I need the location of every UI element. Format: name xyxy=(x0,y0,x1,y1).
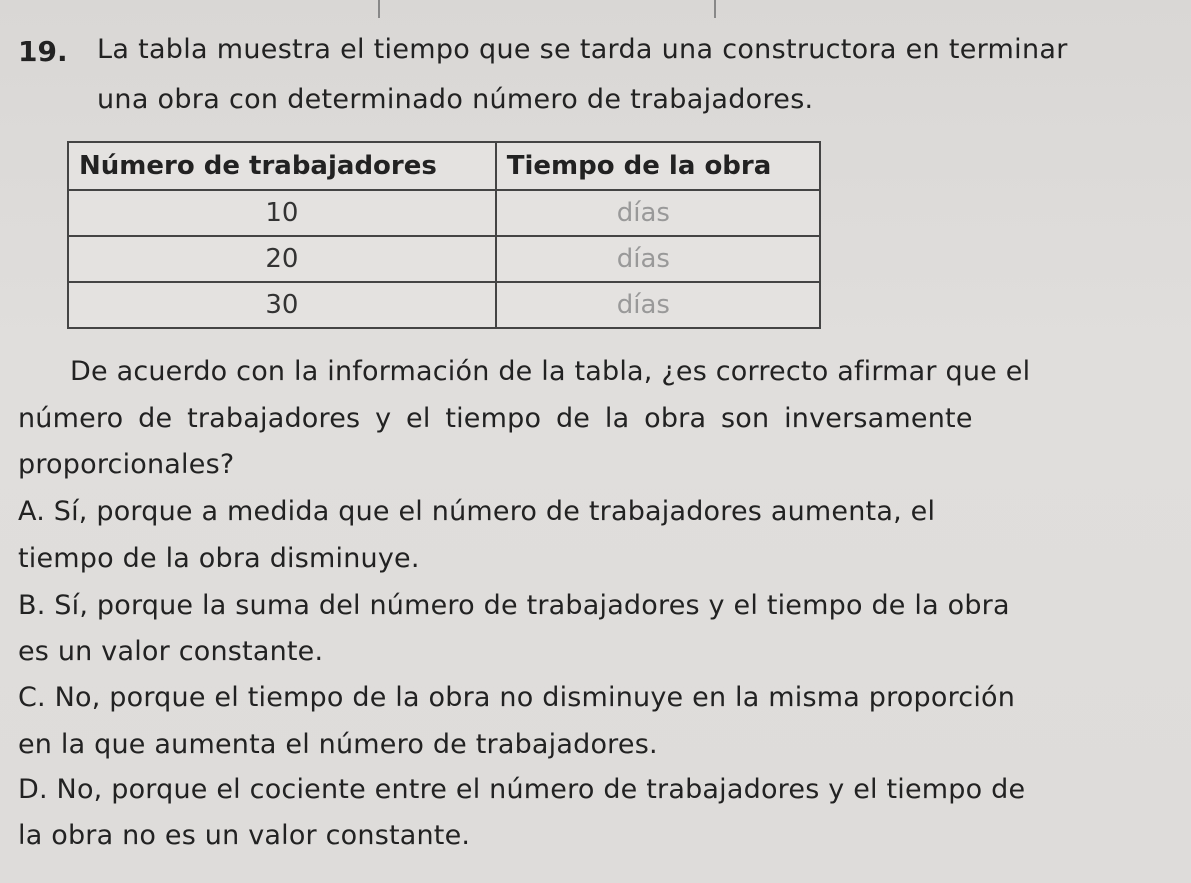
option-d-line-1: D. No, porque el cociente entre el número de trabajadores y el tiempo de xyxy=(18,774,1026,805)
question-stem-line-1: La tabla muestra el tiempo que se tarda una constructora en terminar xyxy=(97,34,1068,65)
workers-cell: 20 xyxy=(68,236,496,282)
time-cell: días xyxy=(496,190,820,236)
question-stem-line-2: una obra con determinado número de trabajadores. xyxy=(97,84,814,115)
paper-mark xyxy=(714,0,716,18)
table-row xyxy=(68,190,820,236)
option-d-line-2: la obra no es un valor constante. xyxy=(18,820,471,851)
table-row xyxy=(68,282,820,328)
workers-cell: 10 xyxy=(68,190,496,236)
option-b-line-2: es un valor constante. xyxy=(18,636,324,667)
workers-time-table xyxy=(67,141,821,329)
prompt-line-3: proporcionales? xyxy=(18,449,235,480)
option-a-line-1: A. Sí, porque a medida que el número de trabajadores aumenta, el xyxy=(18,496,936,527)
header-time: Tiempo de la obra xyxy=(496,142,820,190)
workers-cell: 30 xyxy=(68,282,496,328)
option-c-line-2: en la que aumenta el número de trabajadores. xyxy=(18,729,658,760)
time-cell: días xyxy=(496,236,820,282)
option-a-line-2: tiempo de la obra disminuye. xyxy=(18,543,420,574)
option-b-line-1: B. Sí, porque la suma del número de trabajadores y el tiempo de la obra xyxy=(18,590,1010,621)
time-cell: días xyxy=(496,282,820,328)
prompt-line-1: De acuerdo con la información de la tabla, ¿es correcto afirmar que el xyxy=(70,356,1031,387)
question-number: 19. xyxy=(18,35,68,68)
option-c-line-1: C. No, porque el tiempo de la obra no disminuye en la misma proporción xyxy=(18,682,1016,713)
header-workers: Número de trabajadores xyxy=(68,142,496,190)
prompt-line-2: número de trabajadores y el tiempo de la obra son inversamente xyxy=(18,403,973,434)
paper-mark xyxy=(378,0,380,18)
table-row xyxy=(68,236,820,282)
table-header-row xyxy=(68,142,820,190)
